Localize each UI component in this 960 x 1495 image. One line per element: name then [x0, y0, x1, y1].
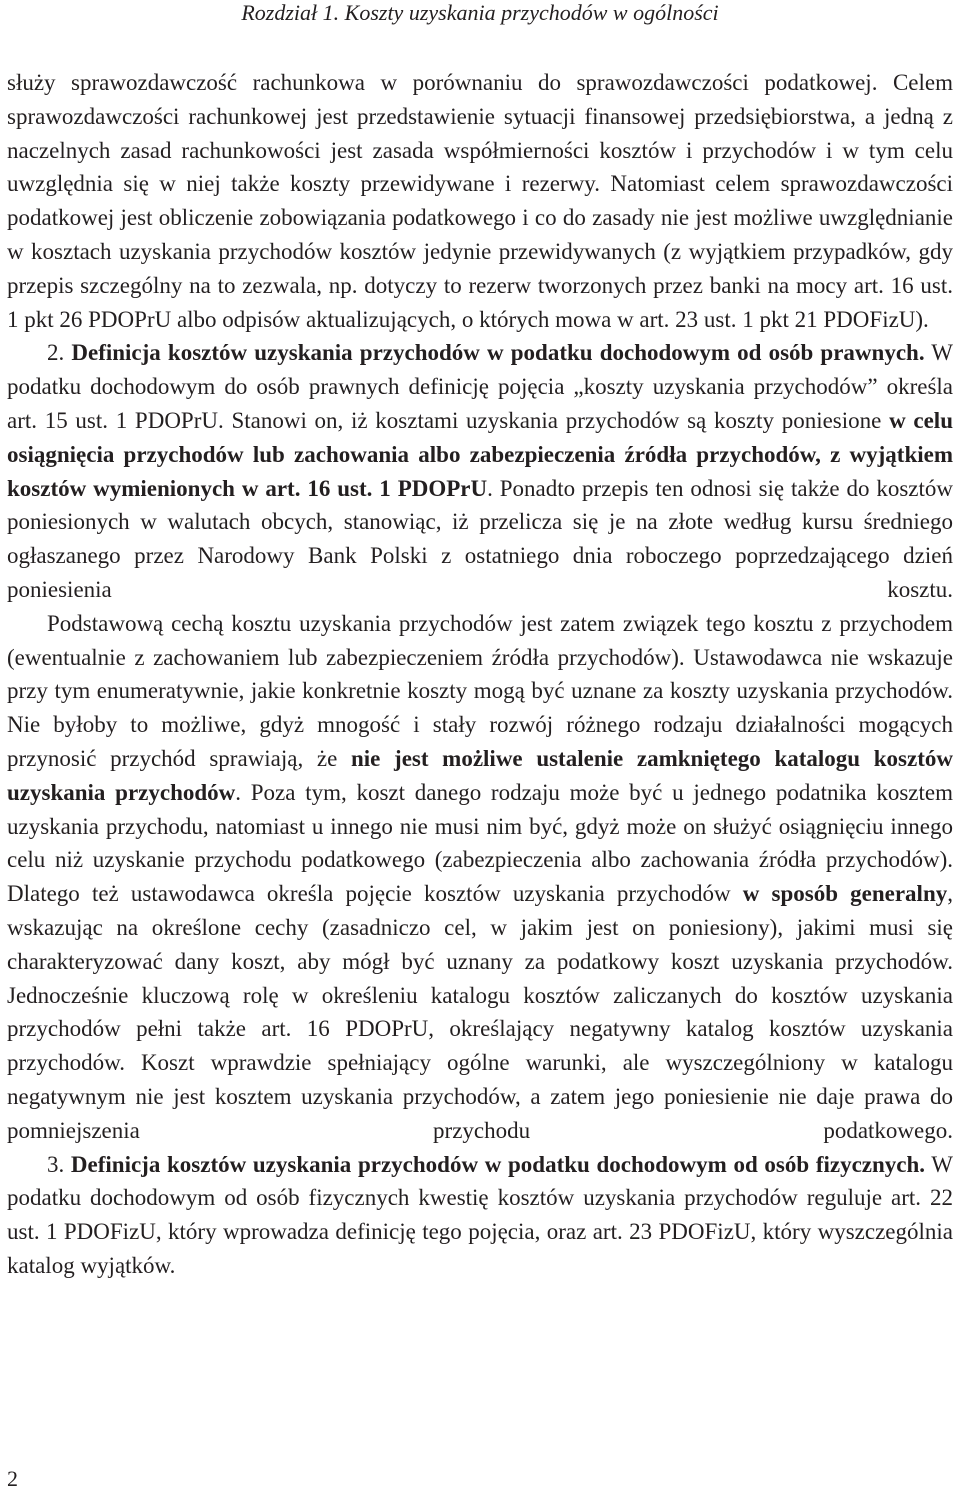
section-number: 3. — [47, 1151, 71, 1177]
paragraph — [7, 607, 953, 1148]
paragraph-text: służy sprawozdawczość rachunkowa w porównaniu do sprawozdawczości podatkowej. Celem sprawozdawczości rachunkowej jest przedstawienie sytuacji finansowej przedsiębiorstwa, a jedną z naczelnych zasad rachunkowości jest zasada współmierności kosztów i przychodów i w tym celu uwzględnia się w niej także koszty przewidywane i rezerwy. Natomiast celem sprawozdawczości podatkowej jest obliczenie zobowiązania podatkowego i co do zasady nie jest możliwe uwzględnianie w kosztach uzyskania przychodów kosztów jedynie przewidywanych (z wyjątkiem przypadków, gdy przepis szczególny na to zezwala, np. dotyczy to rezerw tworzonych przez banki na mocy art. 16 ust. 1 pkt 26 PDOPrU albo odpisów aktualizujących, o których mowa w art. 23 ust. 1 pkt 21 PDOFizU). — [7, 70, 953, 332]
paragraph-text: , wskazując na określone cechy (zasadniczo cel, w jakim jest on poniesiony), jakimi musi się charakteryzować dany koszt, aby mógł być uznany za podatkowy koszt uzyskania przychodów. Jednocześnie kluczową rolę w określeniu katalogu kosztów zaliczanych do kosztów uzyskania przychodów pełni także art. 16 PDOPrU, określający negatywny katalog kosztów uzyskania przychodów. Koszt wprawdzie spełniający ogólne warunki, ale wyszczególniony w katalogu negatywnym nie jest kosztem uzyskania przychodów, a zatem jego poniesienie nie daje prawa do pomniejszenia przychodu podatkowego. — [7, 881, 953, 1143]
paragraph-text: W podatku dochodowym do osób prawnych definicję pojęcia „koszty uzyskania przychodów” określa art. 15 ust. 1 PDOPrU. Stanowi on, iż kosztami uzyskania przychodów są koszty poniesione — [7, 340, 954, 433]
paragraph-text: W podatku dochodowym od osób fizycznych kwestię kosztów uzyskania przychodów reguluje art. 22 ust. 1 PDOFizU, który wprowadza definicję tego pojęcia, oraz art. 23 PDOFizU, który wyszczególnia katalog wyjątków. — [7, 1151, 954, 1278]
section-number: 2. — [47, 340, 72, 366]
emphasis-text: nie jest możliwe ustalenie zamkniętego katalogu kosztów uzyskania przychodów — [7, 745, 953, 805]
paragraph — [7, 66, 953, 336]
paragraph-text: Podstawową cechą kosztu uzyskania przychodów jest zatem związek tego kosztu z przychodem (ewentualnie z zachowaniem lub zabezpieczeniem źródła przychodów). Ustawodawca nie wskazuje przy tym enumeratywnie, jakie konkretnie koszty mogą być uznane za koszty uzyskania przychodów. Nie byłoby to możliwe, gdyż mnogość i stały rozwój różnego rodzaju działalności mogących przynosić przychód sprawiają, że — [7, 610, 953, 771]
paragraph-text: . Poza tym, koszt danego rodzaju może być u jednego podatnika kosztem uzyskania przychodu, natomiast u innego nie musi nim być, gdyż może on służyć osiągnięciu innego celu niż uzyskanie przychodu podatkowego (zabezpieczenia albo zachowania źródła przychodów). Dlatego też ustawodawca określa pojęcie kosztów uzyskania przychodów — [7, 779, 953, 907]
page-body — [7, 66, 953, 1283]
paragraph-section-2 — [7, 336, 953, 606]
section-heading: Definicja kosztów uzyskania przychodów w podatku dochodowym od osób fizycznych. — [70, 1151, 926, 1177]
paragraph-text: . Ponadto przepis ten odnosi się także do kosztów poniesionych w walutach obcych, stanowiąc, iż przelicza się je na złote według kursu średniego ogłaszanego przez Narodowy Bank Polski z ostatniego dnia roboczego poprzedzającego dzień poniesienia kosztu. — [7, 475, 953, 602]
emphasis-text: w celu osiągnięcia przychodów lub zachowania albo zabezpieczenia źródła przychodów, z wyjątkiem kosztów wymienionych w art. 16 ust. 1 PDOPrU — [7, 407, 953, 501]
section-heading: Definicja kosztów uzyskania przychodów w podatku dochodowym od osób prawnych. — [71, 340, 925, 366]
page-number: 2 — [7, 1466, 18, 1491]
paragraph-section-3 — [7, 1148, 953, 1283]
emphasis-text: w sposób generalny — [742, 881, 948, 907]
running-head-title: Rozdział 1. Koszty uzyskania przychodów w ogólności — [241, 0, 719, 25]
